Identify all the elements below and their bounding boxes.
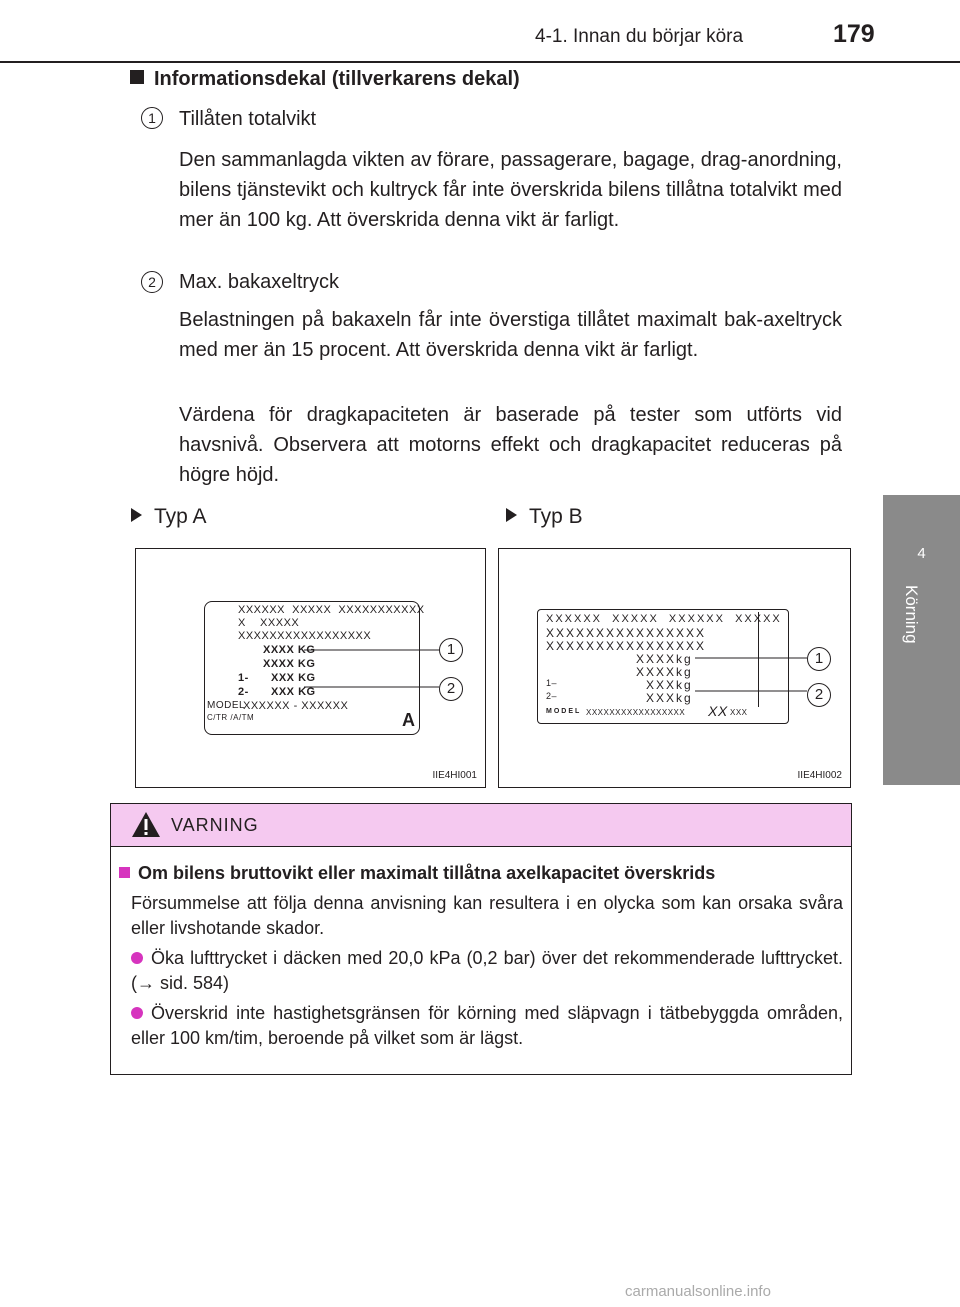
- label-a-line: XXXXXX XXXXX XXXXXXXXXXX: [238, 604, 425, 616]
- label-a-model: MODEL: [207, 700, 246, 711]
- label-a-line: XXXXXXXXXXXXXXXXX: [238, 630, 372, 642]
- label-a-badge: A: [402, 710, 416, 730]
- altitude-note: Värdena för dragkapaciteten är baserade på tester som utförts vid havsnivå. Observera att motorns effekt och dragkapacitet reduceras på högre höjd.: [179, 404, 842, 486]
- label-b-line: XXXXXXXXXXXXXXXX: [546, 639, 707, 653]
- round-bullet-icon: [131, 1007, 143, 1019]
- chapter-number: 4: [917, 545, 926, 562]
- triangle-bullet-icon: [506, 508, 517, 522]
- label-a-weight: XXX KG: [271, 672, 316, 684]
- label-b-model-suffix: XXX: [730, 708, 748, 717]
- section-heading: [130, 68, 520, 91]
- label-b-line: XXXXXX XXXXX XXXXXX XXXXX: [546, 613, 782, 625]
- square-bullet-icon: [119, 867, 130, 878]
- warning-bullet-1: [131, 946, 843, 996]
- section-heading-text: Informationsdekal (tillverkarens dekal): [154, 68, 520, 90]
- item-text-2: Belastningen på bakaxeln får inte överstiga tillåtet maximalt bak-axeltryck med mer än 15 procent. Att överskrida denna vikt är farligt.: [179, 309, 842, 361]
- round-bullet-icon: [131, 952, 143, 964]
- label-a-transmission: C/TR /A/TM: [207, 713, 255, 722]
- label-a-prefix-2: 2-: [238, 686, 249, 698]
- label-b-weight: XXXXkg: [636, 665, 693, 679]
- figure-caption-a: [131, 505, 207, 529]
- figure-code-a: IIE4HI001: [432, 770, 477, 781]
- label-b-prefix-1: 1–: [546, 678, 558, 688]
- warning-subheading: [119, 863, 715, 884]
- caption-a-text: Typ A: [154, 505, 207, 528]
- item-number-1: 1: [141, 107, 163, 129]
- figure-type-a: [135, 548, 486, 788]
- label-b-model-suffix-big: XX: [708, 703, 728, 719]
- label-a-weight: XXX KG: [271, 686, 316, 698]
- item-title-2: Max. bakaxeltryck: [179, 271, 340, 293]
- label-b-weight: XXXXkg: [636, 652, 693, 666]
- warning-bullet-2: [131, 1001, 843, 1051]
- square-bullet-icon: [130, 70, 144, 84]
- warning-triangle-icon: [131, 811, 161, 838]
- callout-2-b: 2: [807, 683, 831, 707]
- warning-subheading-text: Om bilens bruttovikt eller maximalt tillåtna axelkapacitet överskrids: [138, 863, 716, 883]
- label-b-weight: XXXkg: [646, 691, 693, 705]
- callout-1-a: 1: [439, 638, 463, 662]
- label-b-model-value: XXXXXXXXXXXXXXXXX: [586, 708, 686, 717]
- chapter-label: Körning: [902, 585, 921, 644]
- figure-code-b: IIE4HI002: [797, 770, 842, 781]
- figure-type-b: [498, 548, 851, 788]
- warning-intro: Försummelse att följa denna anvisning kan resultera i en olycka som kan orsaka svåra eller livshotande skador.: [131, 893, 843, 938]
- header-section: 4-1. Innan du börjar köra: [535, 26, 744, 47]
- label-a-model-value: XXXXXX - XXXXXX: [243, 700, 349, 712]
- header-rule: [0, 61, 960, 63]
- item-text-1: Den sammanlagda vikten av förare, passagerare, bagage, drag-anordning, bilens tjänstevikt och kultryck får inte överskrida bilens tillåtna totalvikt med mer än 100 kg. Att överskrida denna vikt är farligt.: [179, 149, 842, 231]
- warning-bullet-text: Öka lufttrycket i däcken med 20,0 kPa (0,2 bar) över det rekommenderade lufttrycket. (→ sid. 584): [131, 948, 843, 993]
- warning-bullet-text: Överskrid inte hastighetsgränsen för körning med släpvagn i tätbebyggda områden, eller 100 km/tim, beroende på vilket som är lägst.: [131, 1003, 843, 1048]
- label-a-weight: XXXX KG: [263, 658, 316, 670]
- warning-box: [110, 803, 852, 1075]
- label-b-prefix-2: 2–: [546, 691, 558, 701]
- chapter-tab[interactable]: [883, 495, 960, 785]
- callout-2-a: 2: [439, 677, 463, 701]
- label-b-model: MODEL: [546, 708, 582, 715]
- label-a-prefix-1: 1-: [238, 672, 249, 684]
- caption-b-text: Typ B: [529, 505, 583, 528]
- callout-lines-a: [136, 549, 485, 787]
- warning-title: VARNING: [171, 815, 259, 835]
- figure-caption-b: [506, 505, 583, 529]
- watermark: carmanualsonline.info: [625, 1283, 771, 1300]
- item-title-1: Tillåten totalvikt: [179, 108, 317, 130]
- warning-header: [111, 804, 851, 847]
- callout-1-b: 1: [807, 647, 831, 671]
- label-b-weight: XXXkg: [646, 678, 693, 692]
- item-number-2: 2: [141, 271, 163, 293]
- page-number: 179: [833, 20, 875, 48]
- label-b-line: XXXXXXXXXXXXXXXX: [546, 626, 707, 640]
- triangle-bullet-icon: [131, 508, 142, 522]
- callout-lines-b: [499, 549, 850, 787]
- label-a-line: X XXXXX: [238, 617, 300, 629]
- label-a-weight: XXXX KG: [263, 644, 316, 656]
